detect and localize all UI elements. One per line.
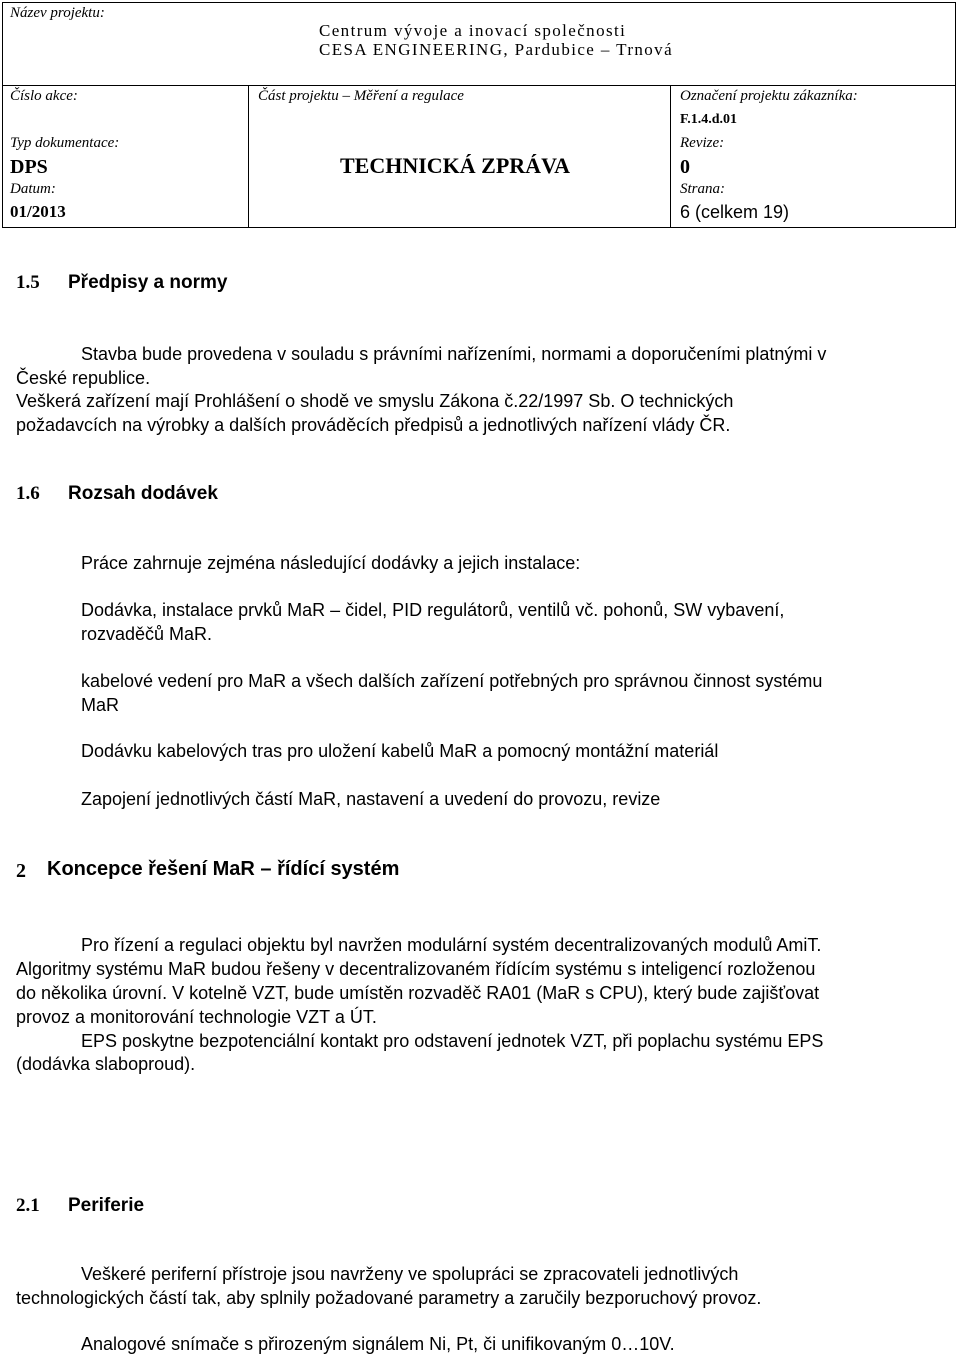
- paragraph-line: Stavba bude provedena v souladu s právními nařízeními, normami a doporučeními platnými v: [81, 344, 827, 364]
- list-item: MaR: [81, 695, 120, 715]
- paragraph-line: Algoritmy systému MaR budou řešeny v decentralizovaném řídícím systému s inteligencí rozloženou: [16, 959, 816, 979]
- customer-value: F.1.4.d.01: [680, 112, 738, 127]
- paragraph-line: EPS poskytne bezpotenciální kontakt pro odstavení jednotek VZT, při poplachu systému EPS: [81, 1031, 824, 1051]
- doctype-value: DPS: [10, 156, 48, 178]
- paragraph-line: Veškeré periferní přístroje jsou navrženy ve spolupráci se zpracovateli jednotlivých: [81, 1264, 739, 1284]
- paragraph-line: technologických částí tak, aby splnily požadované parametry a zaručily bezporuchový provoz.: [16, 1288, 762, 1308]
- list-item: rozvaděčů MaR.: [81, 624, 213, 644]
- project-name-line2: CESA ENGINEERING, Pardubice – Trnová: [319, 40, 674, 59]
- section-title: Koncepce řešení MaR – řídící systém: [47, 858, 400, 880]
- list-item: Zapojení jednotlivých částí MaR, nastavení a uvedení do provozu, revize: [81, 789, 661, 809]
- header-column-divider: [248, 85, 249, 228]
- paragraph-line: (dodávka slaboproud).: [16, 1054, 196, 1074]
- page-value: 6 (celkem 19): [680, 202, 790, 222]
- paragraph-line: Pro řízení a regulaci objektu byl navržen modulární systém decentralizovaných modulů AmiT.: [81, 935, 822, 955]
- paragraph-line: požadavcích na výrobky a dalších prováděcích předpisů a jednotlivých nařízení vlády ČR.: [16, 415, 731, 435]
- date-label: Datum:: [10, 181, 56, 197]
- paragraph-line: Veškerá zařízení mají Prohlášení o shodě ve smyslu Zákona č.22/1997 Sb. O technických: [16, 391, 734, 411]
- header-column-divider: [670, 85, 671, 228]
- section-title: Rozsah dodávek: [68, 483, 218, 504]
- section-number: 1.6: [16, 483, 40, 504]
- paragraph-line: Analogové snímače s přirozeným signálem Ni, Pt, či unifikovaným 0…10V.: [81, 1334, 675, 1354]
- action-label: Číslo akce:: [10, 88, 78, 104]
- document-title: TECHNICKÁ ZPRÁVA: [340, 153, 571, 178]
- header-divider: [2, 85, 956, 86]
- project-name-line1: Centrum vývoje a inovací společnosti: [319, 21, 627, 40]
- project-part-label: Část projektu – Měření a regulace: [258, 88, 464, 104]
- section-number: 1.5: [16, 272, 40, 293]
- section-number: 2.1: [16, 1195, 40, 1216]
- list-item: kabelové vedení pro MaR a všech dalších zařízení potřebných pro správnou činnost systému: [81, 671, 823, 691]
- paragraph-line: Práce zahrnuje zejména následující dodávky a jejich instalace:: [81, 553, 581, 573]
- section-title: Periferie: [68, 1195, 145, 1216]
- customer-label: Označení projektu zákazníka:: [680, 88, 858, 104]
- paragraph-line: provoz a monitorování technologie VZT a ÚT.: [16, 1007, 377, 1027]
- paragraph-line: do několika úrovní. V kotelně VZT, bude umístěn rozvaděč RA01 (MaR s CPU), který bude zajišťovat: [16, 983, 820, 1003]
- section-title: Předpisy a normy: [68, 272, 228, 293]
- revision-value: 0: [680, 156, 690, 178]
- project-label: Název projektu:: [10, 5, 105, 21]
- doctype-label: Typ dokumentace:: [10, 135, 120, 151]
- revision-label: Revize:: [680, 135, 725, 151]
- list-item: Dodávka, instalace prvků MaR – čidel, PID regulátorů, ventilů vč. pohonů, SW vybavení,: [81, 600, 785, 620]
- paragraph-line: České republice.: [16, 368, 151, 388]
- section-number: 2: [16, 860, 26, 882]
- date-value: 01/2013: [10, 202, 66, 221]
- page-label: Strana:: [680, 181, 725, 197]
- list-item: Dodávku kabelových tras pro uložení kabelů MaR a pomocný montážní materiál: [81, 741, 719, 761]
